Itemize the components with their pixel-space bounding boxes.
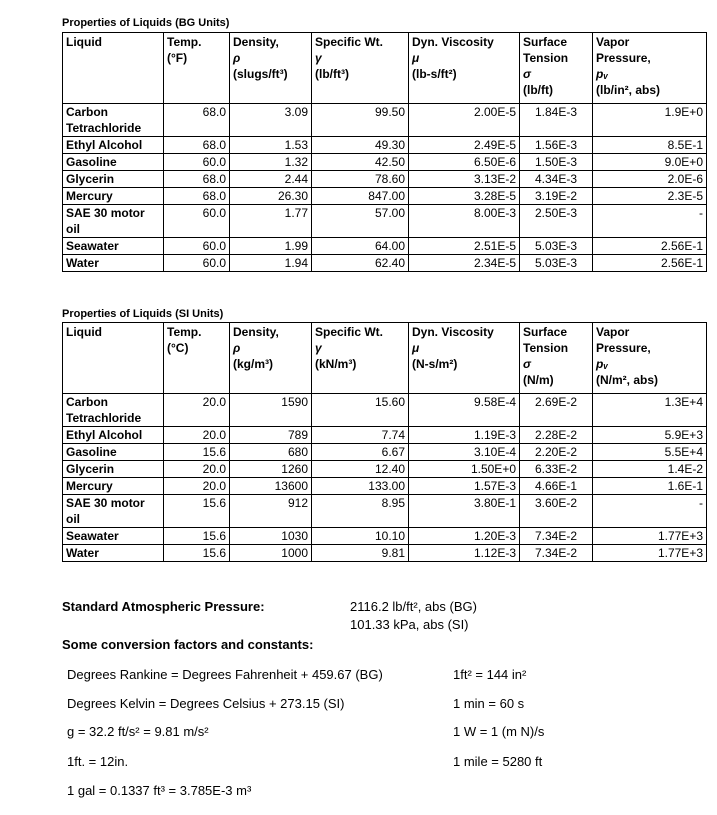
atm-pressure-si: 101.33 kPa, abs (SI) bbox=[350, 617, 469, 632]
si-cell-temp: 15.6 bbox=[164, 444, 230, 461]
bg-cell-viscosity: 2.51E-5 bbox=[409, 238, 520, 255]
si-cell-viscosity: 1.50E+0 bbox=[409, 461, 520, 478]
si-cell-liquid: Gasoline bbox=[63, 444, 164, 461]
bg-cell-viscosity: 3.28E-5 bbox=[409, 188, 520, 205]
bg-cell-surface-tension: 1.50E-3 bbox=[520, 154, 593, 171]
si-cell-vapor-pressure: 1.77E+3 bbox=[593, 545, 707, 562]
si-header-density-line: (kg/m³) bbox=[233, 357, 273, 371]
si-cell-specific-weight: 9.81 bbox=[312, 545, 409, 562]
bg-cell-vapor-pressure: 8.5E-1 bbox=[593, 137, 707, 154]
atm-pressure-label: Standard Atmospheric Pressure: bbox=[62, 599, 265, 614]
bg-cell-vapor-pressure: 2.0E-6 bbox=[593, 171, 707, 188]
bg-cell-vapor-pressure: 9.0E+0 bbox=[593, 154, 707, 171]
si-cell-viscosity: 1.20E-3 bbox=[409, 528, 520, 545]
bg-cell-surface-tension: 1.56E-3 bbox=[520, 137, 593, 154]
bg-cell-temp: 60.0 bbox=[164, 205, 230, 238]
bg-cell-specific-weight: 49.30 bbox=[312, 137, 409, 154]
bg-cell-density: 3.09 bbox=[230, 104, 312, 137]
bg-cell-viscosity: 2.34E-5 bbox=[409, 255, 520, 272]
si-header-surface-tension-line: σ bbox=[523, 357, 531, 371]
si-cell-vapor-pressure: 1.3E+4 bbox=[593, 394, 707, 427]
si-header-surface-tension-line: Surface bbox=[523, 325, 568, 339]
bg-cell-surface-tension: 5.03E-3 bbox=[520, 238, 593, 255]
conversion-left-4: 1 gal = 0.1337 ft³ = 3.785E-3 m³ bbox=[67, 783, 252, 798]
si-cell-surface-tension: 7.34E-2 bbox=[520, 528, 593, 545]
bg-cell-density: 1.53 bbox=[230, 137, 312, 154]
bg-cell-liquid: Water bbox=[63, 255, 164, 272]
table-row bbox=[63, 478, 707, 495]
si-header-density bbox=[230, 323, 312, 394]
table-row bbox=[63, 427, 707, 444]
conversion-right-2: 1 W = 1 (m N)/s bbox=[453, 724, 545, 739]
si-cell-specific-weight: 15.60 bbox=[312, 394, 409, 427]
bg-cell-liquid: Gasoline bbox=[63, 154, 164, 171]
bg-cell-specific-weight: 62.40 bbox=[312, 255, 409, 272]
table-row bbox=[63, 255, 707, 272]
bg-cell-density: 26.30 bbox=[230, 188, 312, 205]
si-header-surface-tension-line: Tension bbox=[523, 341, 569, 355]
bg-header-surface-tension bbox=[520, 33, 593, 104]
si-cell-specific-weight: 7.74 bbox=[312, 427, 409, 444]
si-header-specific-weight bbox=[312, 323, 409, 394]
bg-table-caption: Properties of Liquids (BG Units) bbox=[62, 17, 230, 29]
table-row bbox=[63, 495, 707, 528]
bg-cell-liquid: Mercury bbox=[63, 188, 164, 205]
bg-header-specific-weight-line: γ bbox=[315, 51, 322, 65]
si-header-liquid bbox=[63, 323, 164, 394]
bg-cell-density: 1.99 bbox=[230, 238, 312, 255]
si-cell-liquid: SAE 30 motor oil bbox=[63, 495, 164, 528]
atm-pressure-bg: 2116.2 lb/ft², abs (BG) bbox=[350, 599, 477, 614]
si-header-specific-weight-line: γ bbox=[315, 341, 322, 355]
si-cell-density: 789 bbox=[230, 427, 312, 444]
table-row bbox=[63, 104, 707, 137]
table-row bbox=[63, 444, 707, 461]
conversion-left-1: Degrees Kelvin = Degrees Celsius + 273.15 (SI) bbox=[67, 696, 345, 711]
table-row bbox=[63, 545, 707, 562]
bg-cell-density: 2.44 bbox=[230, 171, 312, 188]
si-cell-density: 912 bbox=[230, 495, 312, 528]
bg-cell-specific-weight: 99.50 bbox=[312, 104, 409, 137]
si-cell-vapor-pressure: 1.6E-1 bbox=[593, 478, 707, 495]
si-cell-liquid: Mercury bbox=[63, 478, 164, 495]
si-header-temp bbox=[164, 323, 230, 394]
si-header-specific-weight-line: (kN/m³) bbox=[315, 357, 357, 371]
bg-cell-liquid: Ethyl Alcohol bbox=[63, 137, 164, 154]
si-header-vapor-pressure-line: (N/m², abs) bbox=[596, 373, 659, 387]
bg-cell-liquid: SAE 30 motor oil bbox=[63, 205, 164, 238]
si-header-vapor-pressure-line: Vapor bbox=[596, 325, 630, 339]
bg-cell-vapor-pressure: - bbox=[593, 205, 707, 238]
table-row bbox=[63, 171, 707, 188]
bg-cell-vapor-pressure: 2.56E-1 bbox=[593, 238, 707, 255]
si-cell-surface-tension: 3.60E-2 bbox=[520, 495, 593, 528]
bg-cell-specific-weight: 847.00 bbox=[312, 188, 409, 205]
bg-cell-specific-weight: 42.50 bbox=[312, 154, 409, 171]
si-cell-liquid: Ethyl Alcohol bbox=[63, 427, 164, 444]
si-header-density-line: Density, bbox=[233, 325, 279, 339]
table-row bbox=[63, 188, 707, 205]
bg-cell-vapor-pressure: 2.56E-1 bbox=[593, 255, 707, 272]
si-header-density-line: ρ bbox=[233, 341, 241, 355]
bg-cell-density: 1.32 bbox=[230, 154, 312, 171]
bg-header-vapor-pressure-line: pᵥ bbox=[596, 67, 609, 81]
si-header-specific-weight-line: Specific Wt. bbox=[315, 325, 384, 339]
bg-cell-surface-tension: 2.50E-3 bbox=[520, 205, 593, 238]
bg-header-row bbox=[63, 33, 707, 104]
si-header-surface-tension-line: (N/m) bbox=[523, 373, 554, 387]
bg-cell-temp: 60.0 bbox=[164, 238, 230, 255]
si-cell-temp: 15.6 bbox=[164, 495, 230, 528]
si-header-viscosity-line: Dyn. Viscosity bbox=[412, 325, 494, 339]
bg-header-vapor-pressure-line: Vapor bbox=[596, 35, 630, 49]
si-cell-viscosity: 1.12E-3 bbox=[409, 545, 520, 562]
si-cell-surface-tension: 2.20E-2 bbox=[520, 444, 593, 461]
si-cell-density: 1030 bbox=[230, 528, 312, 545]
conversion-right-3: 1 mile = 5280 ft bbox=[453, 754, 543, 769]
bg-header-liquid bbox=[63, 33, 164, 104]
bg-header-density bbox=[230, 33, 312, 104]
si-header-row bbox=[63, 323, 707, 394]
si-cell-surface-tension: 2.28E-2 bbox=[520, 427, 593, 444]
si-cell-density: 1590 bbox=[230, 394, 312, 427]
si-cell-temp: 20.0 bbox=[164, 461, 230, 478]
si-cell-vapor-pressure: 1.4E-2 bbox=[593, 461, 707, 478]
bg-cell-surface-tension: 1.84E-3 bbox=[520, 104, 593, 137]
bg-header-specific-weight bbox=[312, 33, 409, 104]
si-cell-specific-weight: 133.00 bbox=[312, 478, 409, 495]
bg-cell-specific-weight: 57.00 bbox=[312, 205, 409, 238]
table-row bbox=[63, 154, 707, 171]
si-header-viscosity-line: (N-s/m²) bbox=[412, 357, 458, 371]
bg-cell-specific-weight: 64.00 bbox=[312, 238, 409, 255]
bg-cell-temp: 68.0 bbox=[164, 188, 230, 205]
si-cell-viscosity: 9.58E-4 bbox=[409, 394, 520, 427]
bg-header-vapor-pressure-line: Pressure, bbox=[596, 51, 651, 65]
si-cell-liquid: Carbon Tetrachloride bbox=[63, 394, 164, 427]
bg-cell-temp: 68.0 bbox=[164, 171, 230, 188]
bg-cell-vapor-pressure: 1.9E+0 bbox=[593, 104, 707, 137]
table-row bbox=[63, 137, 707, 154]
bg-cell-density: 1.94 bbox=[230, 255, 312, 272]
si-cell-specific-weight: 12.40 bbox=[312, 461, 409, 478]
bg-cell-surface-tension: 5.03E-3 bbox=[520, 255, 593, 272]
bg-header-surface-tension-line: (lb/ft) bbox=[523, 83, 553, 97]
si-table-caption: Properties of Liquids (SI Units) bbox=[62, 308, 224, 320]
bg-cell-temp: 60.0 bbox=[164, 255, 230, 272]
si-cell-vapor-pressure: 1.77E+3 bbox=[593, 528, 707, 545]
bg-header-temp-line: Temp. bbox=[167, 35, 202, 49]
conversion-right-0: 1ft² = 144 in² bbox=[453, 667, 527, 682]
si-cell-temp: 20.0 bbox=[164, 394, 230, 427]
bg-header-viscosity-line: μ bbox=[412, 51, 420, 65]
bg-header-density-line: Density, bbox=[233, 35, 279, 49]
table-row bbox=[63, 528, 707, 545]
si-header-vapor-pressure-line: pᵥ bbox=[596, 357, 609, 371]
si-cell-viscosity: 3.10E-4 bbox=[409, 444, 520, 461]
bg-cell-viscosity: 2.49E-5 bbox=[409, 137, 520, 154]
si-cell-liquid: Glycerin bbox=[63, 461, 164, 478]
bg-cell-surface-tension: 4.34E-3 bbox=[520, 171, 593, 188]
bg-header-surface-tension-line: Tension bbox=[523, 51, 569, 65]
si-cell-temp: 20.0 bbox=[164, 427, 230, 444]
bg-cell-specific-weight: 78.60 bbox=[312, 171, 409, 188]
bg-cell-temp: 68.0 bbox=[164, 104, 230, 137]
table-row bbox=[63, 394, 707, 427]
si-cell-viscosity: 1.57E-3 bbox=[409, 478, 520, 495]
si-cell-density: 1260 bbox=[230, 461, 312, 478]
table-row bbox=[63, 238, 707, 255]
si-header-liquid-line: Liquid bbox=[66, 325, 102, 339]
si-cell-surface-tension: 2.69E-2 bbox=[520, 394, 593, 427]
si-cell-temp: 15.6 bbox=[164, 528, 230, 545]
bg-header-liquid-line: Liquid bbox=[66, 35, 102, 49]
bg-cell-density: 1.77 bbox=[230, 205, 312, 238]
si-cell-density: 680 bbox=[230, 444, 312, 461]
si-cell-vapor-pressure: - bbox=[593, 495, 707, 528]
bg-header-density-line: (slugs/ft³) bbox=[233, 67, 288, 81]
si-cell-liquid: Water bbox=[63, 545, 164, 562]
conversion-right-1: 1 min = 60 s bbox=[453, 696, 525, 711]
si-header-viscosity bbox=[409, 323, 520, 394]
si-cell-temp: 20.0 bbox=[164, 478, 230, 495]
bg-header-viscosity bbox=[409, 33, 520, 104]
conversion-left-0: Degrees Rankine = Degrees Fahrenheit + 459.67 (BG) bbox=[67, 667, 383, 682]
bg-cell-surface-tension: 3.19E-2 bbox=[520, 188, 593, 205]
si-header-surface-tension bbox=[520, 323, 593, 394]
si-cell-surface-tension: 7.34E-2 bbox=[520, 545, 593, 562]
bg-cell-viscosity: 6.50E-6 bbox=[409, 154, 520, 171]
si-header-vapor-pressure bbox=[593, 323, 707, 394]
conversion-left-3: 1ft. = 12in. bbox=[67, 754, 129, 769]
table-row bbox=[63, 205, 707, 238]
bg-header-vapor-pressure-line: (lb/in², abs) bbox=[596, 83, 660, 97]
si-cell-surface-tension: 4.66E-1 bbox=[520, 478, 593, 495]
bg-header-surface-tension-line: σ bbox=[523, 67, 531, 81]
si-header-temp-line: Temp. bbox=[167, 325, 202, 339]
bg-cell-liquid: Seawater bbox=[63, 238, 164, 255]
si-cell-temp: 15.6 bbox=[164, 545, 230, 562]
si-header-vapor-pressure-line: Pressure, bbox=[596, 341, 651, 355]
bg-cell-viscosity: 3.13E-2 bbox=[409, 171, 520, 188]
bg-header-temp bbox=[164, 33, 230, 104]
bg-header-density-line: ρ bbox=[233, 51, 241, 65]
table-row bbox=[63, 461, 707, 478]
bg-cell-vapor-pressure: 2.3E-5 bbox=[593, 188, 707, 205]
bg-header-specific-weight-line: (lb/ft³) bbox=[315, 67, 349, 81]
si-cell-specific-weight: 8.95 bbox=[312, 495, 409, 528]
si-cell-vapor-pressure: 5.9E+3 bbox=[593, 427, 707, 444]
bg-properties-table bbox=[62, 32, 707, 272]
conversions-heading: Some conversion factors and constants: bbox=[62, 637, 314, 652]
bg-header-specific-weight-line: Specific Wt. bbox=[315, 35, 384, 49]
bg-cell-viscosity: 8.00E-3 bbox=[409, 205, 520, 238]
si-cell-viscosity: 1.19E-3 bbox=[409, 427, 520, 444]
si-cell-density: 1000 bbox=[230, 545, 312, 562]
si-cell-viscosity: 3.80E-1 bbox=[409, 495, 520, 528]
bg-cell-viscosity: 2.00E-5 bbox=[409, 104, 520, 137]
bg-header-surface-tension-line: Surface bbox=[523, 35, 568, 49]
bg-header-viscosity-line: (lb-s/ft²) bbox=[412, 67, 457, 81]
bg-cell-liquid: Carbon Tetrachloride bbox=[63, 104, 164, 137]
bg-header-viscosity-line: Dyn. Viscosity bbox=[412, 35, 494, 49]
bg-cell-liquid: Glycerin bbox=[63, 171, 164, 188]
si-cell-surface-tension: 6.33E-2 bbox=[520, 461, 593, 478]
si-cell-specific-weight: 6.67 bbox=[312, 444, 409, 461]
si-cell-specific-weight: 10.10 bbox=[312, 528, 409, 545]
si-header-viscosity-line: μ bbox=[412, 341, 420, 355]
si-cell-density: 13600 bbox=[230, 478, 312, 495]
si-cell-vapor-pressure: 5.5E+4 bbox=[593, 444, 707, 461]
bg-header-vapor-pressure bbox=[593, 33, 707, 104]
bg-cell-temp: 68.0 bbox=[164, 137, 230, 154]
si-properties-table bbox=[62, 322, 707, 562]
conversion-left-2: g = 32.2 ft/s² = 9.81 m/s² bbox=[67, 724, 209, 739]
si-header-temp-line: (°C) bbox=[167, 341, 189, 355]
bg-header-temp-line: (°F) bbox=[167, 51, 188, 65]
si-cell-liquid: Seawater bbox=[63, 528, 164, 545]
bg-cell-temp: 60.0 bbox=[164, 154, 230, 171]
